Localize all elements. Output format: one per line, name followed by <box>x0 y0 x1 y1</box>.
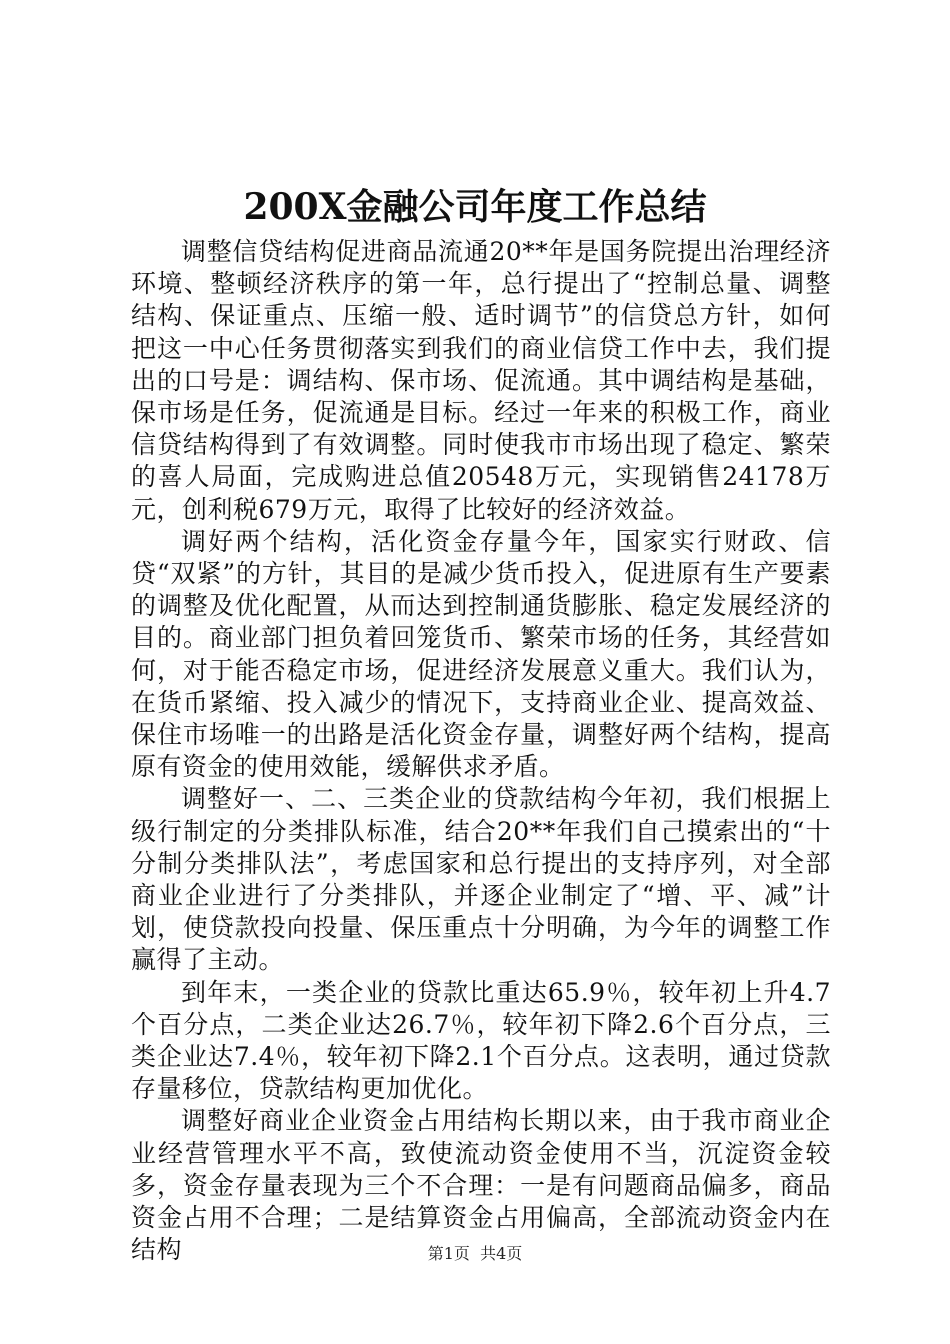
paragraph: 调整信贷结构促进商品流通20**年是国务院提出治理经济环境、整顿经济秩序的第一年，总行提出了“控制总量、调整结构、保证重点、压缩一般、适时调节”的信贷总方针，如何把这一中心任务贯彻落实到我们的商业信贷工作中去，我们提出的口号是：调结构、保市场、促流通。其中调结构是基础，保市场是任务，促流通是目标。经过一年来的积极工作，商业信贷结构得到了有效调整。同时使我市市场出现了稳定、繁荣的喜人局面，完成购进总值20548万元，实现销售24178万元，创利税679万元，取得了比较好的经济效益。 <box>131 237 831 524</box>
footer-spacer <box>470 1244 480 1263</box>
document-title: 200X金融公司年度工作总结 <box>243 186 707 228</box>
page-footer <box>0 1242 950 1266</box>
paragraph: 调整好一、二、三类企业的贷款结构今年初，我们根据上级行制定的分类排队标准，结合20**年我们自己摸索出的“十分制分类排队法”，考虑国家和总行提出的支持序列，对全部商业企业进行了分类排队，并逐企业制定了“增、平、减”计划，使贷款投向投量、保压重点十分明确，为今年的调整工作赢得了主动。 <box>131 784 831 975</box>
document-body <box>131 236 831 1267</box>
total-pages: 共4页 <box>480 1244 523 1263</box>
paragraph: 调好两个结构，活化资金存量今年，国家实行财政、信贷“双紧”的方针，其目的是减少货币投入，促进原有生产要素的调整及优化配置，从而达到控制通货膨胀、稳定发展经济的目的。商业部门担负着回笼货币、繁荣市场的任务，其经营如何，对于能否稳定市场，促进经济发展意义重大。我们认为，在货币紧缩、投入减少的情况下，支持商业企业、提高效益、保住市场唯一的出路是活化资金存量，调整好两个结构，提高原有资金的使用效能，缓解供求矛盾。 <box>131 526 831 782</box>
paragraph: 调整好商业企业资金占用结构长期以来，由于我市商业企业经营管理水平不高，致使流动资金使用不当，沉淀资金较多，资金存量表现为三个不合理：一是有问题商品偏多，商品资金占用不合理；二是结算资金占用偏高，全部流动资金内在结构 <box>131 1106 831 1265</box>
page-number: 第1页 <box>427 1244 470 1263</box>
paragraph: 到年末，一类企业的贷款比重达65.9％，较年初上升4.7个百分点，二类企业达26.7％，较年初下降2.6个百分点，三类企业达7.4％，较年初下降2.1个百分点。这表明，通过贷款存量移位，贷款结构更加优化。 <box>131 977 831 1104</box>
